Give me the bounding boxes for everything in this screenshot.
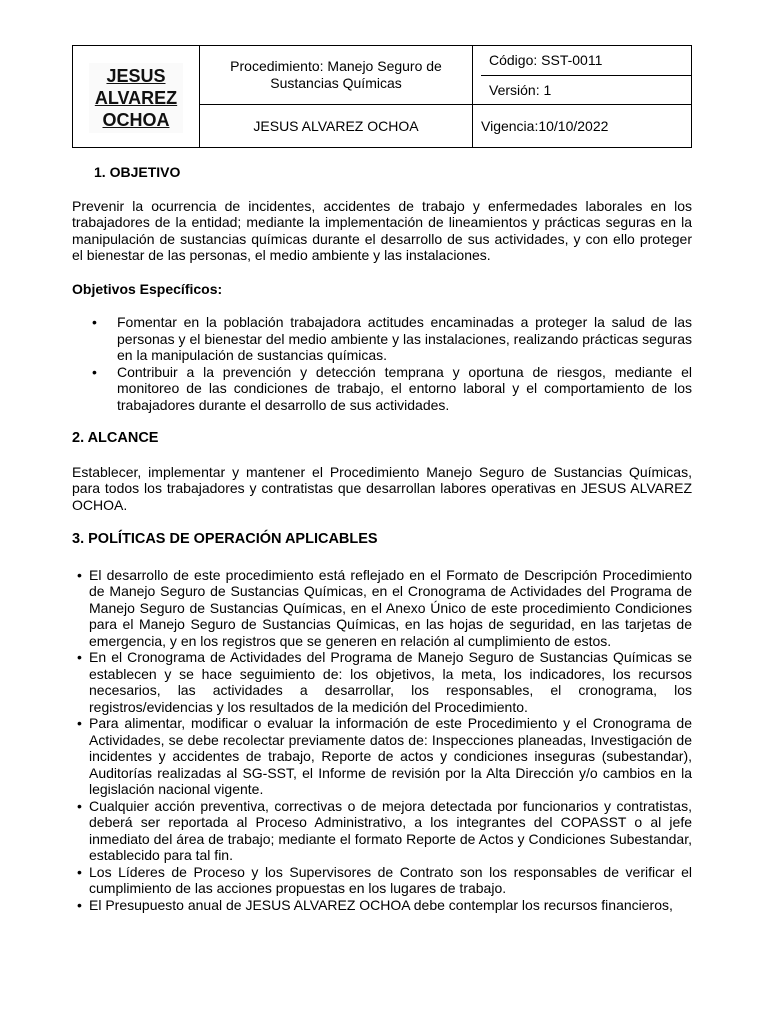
logo-line: ALVAREZ: [94, 87, 178, 108]
company-logo: [89, 63, 183, 133]
document-header-table: [72, 45, 692, 148]
alcance-paragraph: Establecer, implementar y mantener el Procedimiento Manejo Seguro de Sustancias Químicas, para todos los trabajadores y contratistas que desarrollan labores operativas en JESUS ALVAREZ OCHOA.: [72, 463, 692, 513]
list-item: • Cualquier acción preventiva, correctivas o de mejora detectada por funcionarios y contratistas, deberá ser reportada al Proceso Administrativo, a los integrantes del COPASST o al jefe inmediato del área de trabajo; mediante el formato Reporte de Actos y Condiciones Subestandar, establecido para tal fin.: [72, 798, 692, 864]
list-item: • Contribuir a la prevención y detección temprana y oportuna de riesgos, mediante el monitoreo de las condiciones de trabajo, el entorno laboral y el comportamiento de los trabajadores durante el desarrollo de sus actividades.: [72, 364, 692, 414]
procedure-title-line: Sustancias Químicas: [270, 75, 402, 91]
logo-line: JESUS: [106, 65, 166, 86]
logo-line: OCHOA: [102, 109, 170, 130]
company-name-cell: [200, 105, 473, 148]
document-body: [72, 164, 692, 913]
list-item: • El Presupuesto anual de JESUS ALVAREZ OCHOA debe contemplar los recursos financieros,: [72, 897, 692, 914]
specific-objectives-heading: Objetivos Específicos:: [72, 280, 223, 297]
document-version: Versión: 1: [489, 82, 552, 98]
list-item: • El desarrollo de este procedimiento está reflejado en el Formato de Descripción Procedimiento de Manejo Seguro de Sustancias Químicas, en el Cronograma de Actividades del Programa de Manejo Seguro de Sustancias Químicas, en el Anexo Único de este procedimiento Condiciones para el Manejo Seguro de Sustancias Químicas, en las hojas de seguridad, en las tarjetas de emergencia, y en los registros que se generen en relación al cumplimiento de estos.: [72, 567, 692, 650]
section-heading-objetivo: 1. OBJETIVO: [94, 164, 181, 180]
document-code: Código: SST-0011: [481, 46, 691, 76]
procedure-title-line: Procedimiento: Manejo Seguro de: [230, 58, 442, 74]
list-item: • Para alimentar, modificar o evaluar la información de este Procedimiento y el Cronograma de Actividades, se debe recolectar previamente datos de: Inspecciones planeadas, Investigación de incidentes y accidentes de trabajo, Reporte de actos y condiciones inseguras (subestandar), Auditorías realizadas al SG-SST, el Informe de revisión por la Alta Dirección y/o cambios en la legislación nacional vigente.: [72, 715, 692, 798]
specific-objectives-list: [72, 314, 692, 413]
procedure-title-cell: [200, 46, 473, 105]
validity-cell: [473, 105, 692, 148]
section-heading-politicas: 3. POLÍTICAS DE OPERACIÓN APLICABLES: [72, 531, 378, 547]
list-item: • Fomentar en la población trabajadora actitudes encaminadas a proteger la salud de las personas y el bienestar del medio ambiente y las instalaciones, realizando prácticas seguras en la manipulación de sustancias químicas.: [72, 314, 692, 364]
politicas-list: [72, 567, 692, 914]
list-item: • Los Líderes de Proceso y los Supervisores de Contrato son los responsables de verificar el cumplimiento de las acciones propuestas en los lugares de trabajo.: [72, 864, 692, 897]
company-logo-cell: [73, 46, 200, 148]
document-validity: Vigencia:10/10/2022: [481, 118, 609, 134]
company-name: JESUS ALVAREZ OCHOA: [253, 117, 419, 134]
section-heading-alcance: 2. ALCANCE: [72, 430, 159, 446]
objetivo-paragraph: Prevenir la ocurrencia de incidentes, accidentes de trabajo y enfermedades laborales en los trabajadores de la entidad; mediante la implementación de lineamientos y prácticas seguras en la manipulación de sustancias químicas durante el desarrollo de sus actividades, y con ello proteger el bienestar de las personas, el medio ambiente y las instalaciones.: [72, 197, 692, 263]
list-item: • En el Cronograma de Actividades del Programa de Manejo Seguro de Sustancias Químicas se establecen y se hace seguimiento de: los objetivos, la meta, los indicadores, los recursos necesarios, las actividades a desarrollar, los responsables, el cronograma, los registros/evidencias y los resultados de la medición del Procedimiento.: [72, 649, 692, 715]
code-version-cell: [473, 46, 692, 105]
